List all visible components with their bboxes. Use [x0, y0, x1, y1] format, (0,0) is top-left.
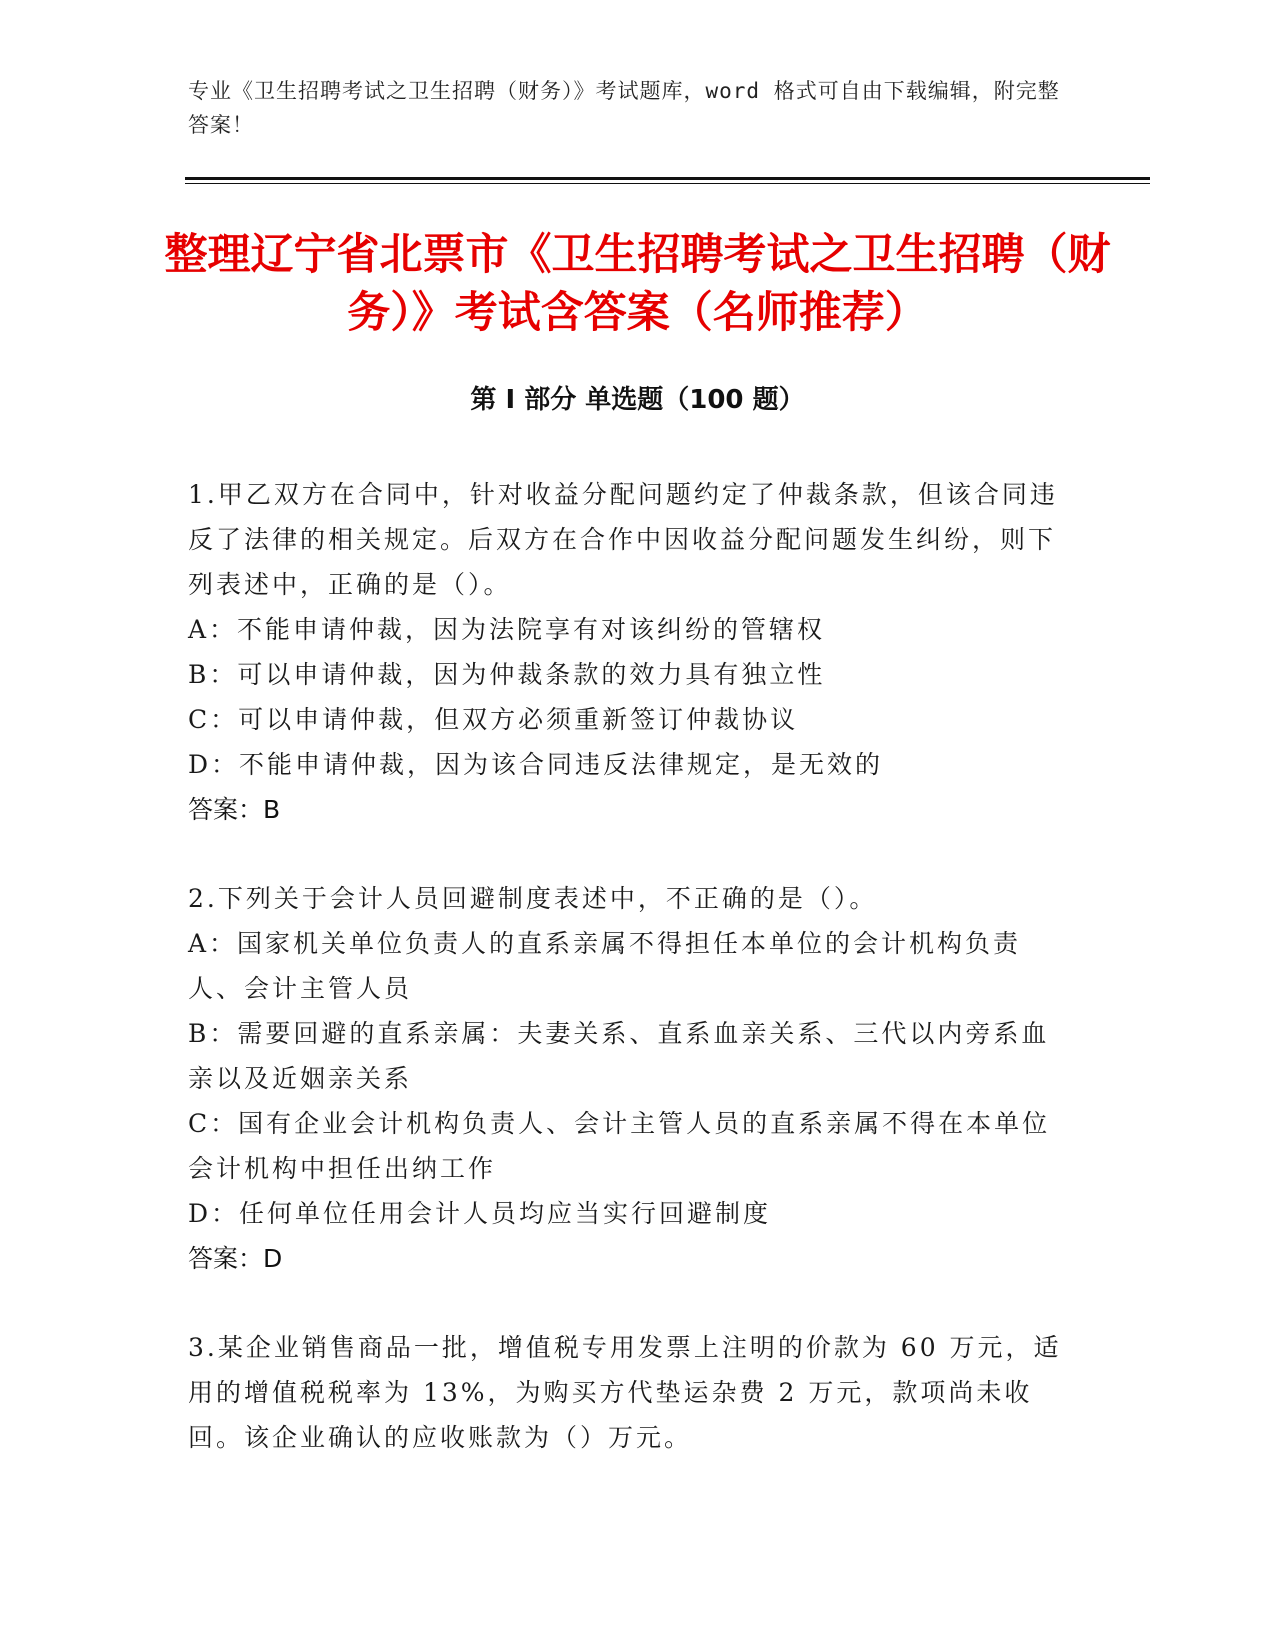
- question-text: 1.甲乙双方在合同中，针对收益分配问题约定了仲裁条款，但该合同违反了法律的相关规定。后双方在合作中因收益分配问题发生纠纷，则下列表述中，正确的是（）。: [188, 480, 1058, 599]
- question-list: [188, 472, 1068, 1504]
- question-1: [188, 472, 1068, 832]
- option-d: D：任何单位任用会计人员均应当实行回避制度: [188, 1199, 772, 1228]
- answer: 答案：D: [188, 1244, 283, 1273]
- document-title: 整理辽宁省北票市《卫生招聘考试之卫生招聘（财务）》考试含答案（名师推荐）: [164, 230, 1111, 338]
- option-b: B：可以申请仲裁，因为仲裁条款的效力具有独立性: [188, 660, 826, 689]
- answer: 答案：B: [188, 795, 281, 824]
- question-3: [188, 1325, 1068, 1460]
- option-b: B：需要回避的直系亲属：夫妻关系、直系血亲关系、三代以内旁系血亲以及近姻亲关系: [188, 1019, 1050, 1093]
- header-divider: [185, 177, 1150, 180]
- option-c: C：国有企业会计机构负责人、会计主管人员的直系亲属不得在本单位会计机构中担任出纳工作: [188, 1109, 1051, 1183]
- question-text: 3.某企业销售商品一批，增值税专用发票上注明的价款为 60 万元，适用的增值税税率为 13%，为购买方代垫运杂费 2 万元，款项尚未收回。该企业确认的应收账款为（）万元。: [188, 1333, 1062, 1452]
- option-d: D：不能申请仲裁，因为该合同违反法律规定，是无效的: [188, 750, 884, 779]
- question-2: [188, 876, 1068, 1281]
- question-text: 2.下列关于会计人员回避制度表述中，不正确的是（）。: [188, 884, 878, 913]
- header-divider-thin: [185, 183, 1150, 184]
- section-heading: 第 I 部分 单选题（100 题）: [470, 385, 805, 415]
- option-a: A：不能申请仲裁，因为法院享有对该纠纷的管辖权: [188, 615, 826, 644]
- option-a: A：国家机关单位负责人的直系亲属不得担任本单位的会计机构负责人、会计主管人员: [188, 929, 1022, 1003]
- option-c: C：可以申请仲裁，但双方必须重新签订仲裁协议: [188, 705, 799, 734]
- header-note: 专业《卫生招聘考试之卫生招聘（财务）》考试题库，word 格式可自由下载编辑，附完整答案！: [188, 79, 1060, 137]
